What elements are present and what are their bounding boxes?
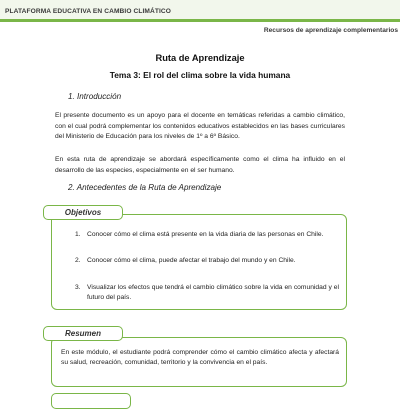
document-title: Ruta de Aprendizaje [155,53,245,63]
list-number: 3. [75,284,81,291]
intro-paragraph-2: En esta ruta de aprendizaje se abordará específicamente como el clima ha influido en el desarrollo de las especies, especialmente en el ser humano. [55,156,345,174]
header-divider [0,19,400,22]
resources-label: Recursos de aprendizaje complementarios [263,27,398,34]
next-section-tab [51,393,131,409]
objetivos-label: Objetivos [43,205,123,220]
resumen-text: En este módulo, el estudiante podrá comprender cómo el cambio climático afecta y afectará su salud, recreación, comunidad, territorio y la convivencia en el país. [61,349,339,367]
list-item [71,283,339,304]
list-item [71,230,339,240]
resumen-label: Resumen [43,326,123,341]
list-item [71,256,339,266]
list-number: 2. [75,257,81,264]
document-subtitle: Tema 3: El rol del clima sobre la vida humana [109,70,291,80]
intro-paragraph-1: El presente documento es un apoyo para el docente en temáticas referidas a cambio climático, con el cual podrá complementar los contenidos educativos establecidos en las bases curriculares del Ministerio de Educación para los niveles de 1º a 6º Básico. [55,112,345,141]
section-heading-introduccion: 1. Introducción [68,92,122,101]
platform-title: PLATAFORMA EDUCATIVA EN CAMBIO CLIMÁTICO [5,8,172,15]
list-number: 1. [75,231,81,238]
list-item-text: Conocer cómo el clima, puede afectar el trabajo del mundo y en Chile. [87,257,296,264]
section-heading-antecedentes: 2. Antecedentes de la Ruta de Aprendizaje [68,183,222,192]
list-item-text: Conocer cómo el clima está presente en la vida diaria de las personas en Chile. [87,231,324,238]
list-item-text: Visualizar los efectos que tendrá el cambio climático sobre la vida en comunidad y el futuro del país. [87,284,339,302]
